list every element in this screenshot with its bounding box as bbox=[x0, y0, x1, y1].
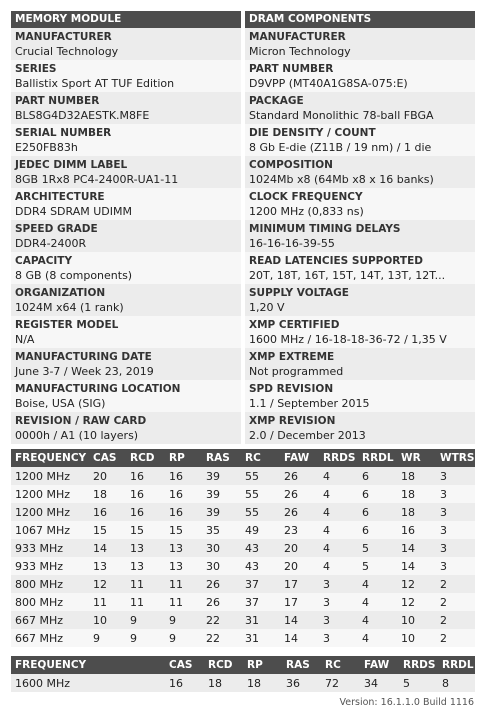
table-cell: 26 bbox=[202, 575, 241, 593]
table-cell: 20 bbox=[280, 539, 319, 557]
field-label: SPD REVISION bbox=[249, 383, 334, 395]
timing-col-rcd: RCD bbox=[126, 449, 165, 467]
table-cell: 4 bbox=[319, 485, 358, 503]
xmp-col-rc: RC bbox=[321, 656, 360, 674]
table-cell: 15 bbox=[126, 521, 165, 539]
table-cell: 800 MHz bbox=[11, 575, 89, 593]
table-cell: 31 bbox=[241, 629, 280, 647]
table-cell: 9 bbox=[126, 629, 165, 647]
xmp-col-faw: FAW bbox=[360, 656, 399, 674]
dram-field-xmp-extreme bbox=[245, 348, 475, 380]
field-label: SERIAL NUMBER bbox=[15, 127, 112, 139]
info-section bbox=[11, 11, 475, 444]
table-cell: 1200 MHz bbox=[11, 485, 89, 503]
table-cell: 4 bbox=[319, 467, 358, 485]
table-cell: 37 bbox=[241, 575, 280, 593]
field-label: JEDEC DIMM LABEL bbox=[15, 159, 128, 171]
field-value: Boise, USA (SIG) bbox=[15, 397, 106, 410]
field-label: MANUFACTURING LOCATION bbox=[15, 383, 181, 395]
table-cell: 18 bbox=[243, 674, 282, 692]
table-cell bbox=[126, 674, 165, 692]
field-value: 1024M x64 (1 rank) bbox=[15, 301, 124, 314]
memory-module-panel bbox=[11, 11, 241, 444]
table-row bbox=[11, 575, 475, 593]
dram-field-spd-revision bbox=[245, 380, 475, 412]
table-cell: 16 bbox=[126, 485, 165, 503]
table-cell: 55 bbox=[241, 503, 280, 521]
field-value: 1024Mb x8 (64Mb x8 x 16 banks) bbox=[249, 173, 434, 186]
table-cell: 11 bbox=[89, 593, 126, 611]
table-cell: 14 bbox=[397, 557, 436, 575]
field-label: READ LATENCIES SUPPORTED bbox=[249, 255, 423, 267]
table-cell: 1600 MHz bbox=[11, 674, 126, 692]
memory-module-field-part-number bbox=[11, 92, 241, 124]
table-cell: 6 bbox=[358, 467, 397, 485]
table-cell: 6 bbox=[358, 521, 397, 539]
table-cell: 16 bbox=[165, 674, 204, 692]
table-cell: 13 bbox=[126, 539, 165, 557]
table-cell: 5 bbox=[399, 674, 438, 692]
table-cell: 13 bbox=[165, 539, 202, 557]
table-cell: 35 bbox=[202, 521, 241, 539]
table-row bbox=[11, 485, 475, 503]
table-cell: 14 bbox=[280, 611, 319, 629]
field-value: 16-16-16-39-55 bbox=[249, 237, 335, 250]
memory-module-field-series bbox=[11, 60, 241, 92]
table-cell: 37 bbox=[241, 593, 280, 611]
field-label: SERIES bbox=[15, 63, 57, 75]
table-cell: 2 bbox=[436, 575, 475, 593]
table-cell: 3 bbox=[319, 593, 358, 611]
field-value: 20T, 18T, 16T, 15T, 14T, 13T, 12T... bbox=[249, 269, 446, 282]
table-cell: 72 bbox=[321, 674, 360, 692]
field-value: Micron Technology bbox=[249, 45, 351, 58]
table-cell: 9 bbox=[126, 611, 165, 629]
field-value: 1,20 V bbox=[249, 301, 285, 314]
dram-field-package bbox=[245, 92, 475, 124]
dram-field-minimum-timing-delays bbox=[245, 220, 475, 252]
table-row bbox=[11, 629, 475, 647]
field-value: Ballistix Sport AT TUF Edition bbox=[15, 77, 175, 90]
dram-field-manufacturer bbox=[245, 28, 475, 60]
table-cell: 30 bbox=[202, 539, 241, 557]
table-cell: 14 bbox=[89, 539, 126, 557]
memory-module-field-jedec-dimm-label bbox=[11, 156, 241, 188]
table-cell: 15 bbox=[165, 521, 202, 539]
dram-components-panel bbox=[245, 11, 475, 444]
table-row bbox=[11, 521, 475, 539]
table-cell: 18 bbox=[89, 485, 126, 503]
table-cell: 30 bbox=[202, 557, 241, 575]
table-cell: 39 bbox=[202, 485, 241, 503]
timing-col-faw: FAW bbox=[280, 449, 319, 467]
table-cell: 3 bbox=[319, 629, 358, 647]
memory-module-fields bbox=[11, 28, 241, 444]
table-cell: 23 bbox=[280, 521, 319, 539]
table-cell: 667 MHz bbox=[11, 611, 89, 629]
field-label: XMP REVISION bbox=[249, 415, 336, 427]
memory-module-field-serial-number bbox=[11, 124, 241, 156]
field-value: 1600 MHz / 16-18-18-36-72 / 1,35 V bbox=[249, 333, 447, 346]
table-cell: 10 bbox=[397, 611, 436, 629]
table-cell: 26 bbox=[280, 485, 319, 503]
memory-module-field-capacity bbox=[11, 252, 241, 284]
table-cell: 18 bbox=[204, 674, 243, 692]
table-cell: 667 MHz bbox=[11, 629, 89, 647]
field-value: DDR4-2400R bbox=[15, 237, 87, 250]
field-value: BLS8G4D32AESTK.M8FE bbox=[15, 109, 150, 122]
table-cell: 16 bbox=[165, 467, 202, 485]
table-cell: 3 bbox=[436, 557, 475, 575]
field-value: E250FB83h bbox=[15, 141, 78, 154]
table-cell: 2 bbox=[436, 629, 475, 647]
table-cell: 4 bbox=[358, 611, 397, 629]
timing-col-rrdl: RRDL bbox=[358, 449, 397, 467]
spd-report bbox=[11, 11, 475, 692]
table-cell: 4 bbox=[358, 593, 397, 611]
field-value: 0000h / A1 (10 layers) bbox=[15, 429, 139, 442]
field-label: COMPOSITION bbox=[249, 159, 333, 171]
xmp-col-rrdl: RRDL bbox=[438, 656, 475, 674]
table-cell: 26 bbox=[202, 593, 241, 611]
table-cell: 11 bbox=[165, 575, 202, 593]
field-label: PART NUMBER bbox=[249, 63, 334, 75]
table-cell: 9 bbox=[165, 611, 202, 629]
table-cell: 39 bbox=[202, 503, 241, 521]
table-cell: 18 bbox=[397, 485, 436, 503]
field-label: SUPPLY VOLTAGE bbox=[249, 287, 349, 299]
table-cell: 39 bbox=[202, 467, 241, 485]
table-cell: 4 bbox=[319, 557, 358, 575]
memory-module-field-manufacturing-date bbox=[11, 348, 241, 380]
table-cell: 8 bbox=[438, 674, 475, 692]
table-cell: 36 bbox=[282, 674, 321, 692]
table-cell: 5 bbox=[358, 539, 397, 557]
table-cell: 16 bbox=[126, 467, 165, 485]
table-row bbox=[11, 674, 475, 692]
table-cell: 1200 MHz bbox=[11, 503, 89, 521]
xmp-col-cas: CAS bbox=[165, 656, 204, 674]
memory-module-field-organization bbox=[11, 284, 241, 316]
field-value: 1.1 / September 2015 bbox=[249, 397, 370, 410]
field-value: 8GB 1Rx8 PC4-2400R-UA1-11 bbox=[15, 173, 179, 186]
table-cell: 31 bbox=[241, 611, 280, 629]
table-cell: 10 bbox=[397, 629, 436, 647]
timing-table-header bbox=[11, 449, 475, 467]
field-label: ARCHITECTURE bbox=[15, 191, 105, 203]
memory-module-field-revision-raw-card bbox=[11, 412, 241, 444]
field-label: ORGANIZATION bbox=[15, 287, 106, 299]
table-cell: 55 bbox=[241, 467, 280, 485]
xmp-table-body bbox=[11, 674, 475, 692]
field-label: CAPACITY bbox=[15, 255, 73, 267]
field-value: N/A bbox=[15, 333, 35, 346]
table-cell: 3 bbox=[436, 539, 475, 557]
field-value: 1200 MHz (0,833 ns) bbox=[249, 205, 364, 218]
table-cell: 16 bbox=[165, 503, 202, 521]
dram-components-fields bbox=[245, 28, 475, 444]
field-label: PART NUMBER bbox=[15, 95, 100, 107]
table-cell: 20 bbox=[89, 467, 126, 485]
table-cell: 3 bbox=[436, 485, 475, 503]
field-value: 2.0 / December 2013 bbox=[249, 429, 366, 442]
table-cell: 17 bbox=[280, 593, 319, 611]
table-cell: 6 bbox=[358, 485, 397, 503]
table-cell: 3 bbox=[319, 611, 358, 629]
table-cell: 800 MHz bbox=[11, 593, 89, 611]
table-cell: 3 bbox=[319, 575, 358, 593]
table-cell: 933 MHz bbox=[11, 557, 89, 575]
timing-col-ras: RAS bbox=[202, 449, 241, 467]
table-cell: 22 bbox=[202, 611, 241, 629]
table-row bbox=[11, 467, 475, 485]
table-cell: 49 bbox=[241, 521, 280, 539]
table-cell: 1200 MHz bbox=[11, 467, 89, 485]
table-cell: 12 bbox=[397, 575, 436, 593]
table-cell: 12 bbox=[89, 575, 126, 593]
table-cell: 15 bbox=[89, 521, 126, 539]
table-cell: 4 bbox=[319, 503, 358, 521]
table-cell: 5 bbox=[358, 557, 397, 575]
table-cell: 55 bbox=[241, 485, 280, 503]
field-label: DIE DENSITY / COUNT bbox=[249, 127, 376, 139]
table-cell: 11 bbox=[126, 575, 165, 593]
field-value: DDR4 SDRAM UDIMM bbox=[15, 205, 132, 218]
timing-col-cas: CAS bbox=[89, 449, 126, 467]
dram-components-header: DRAM COMPONENTS bbox=[245, 11, 475, 28]
timing-col-rc: RC bbox=[241, 449, 280, 467]
dram-field-die-density-count bbox=[245, 124, 475, 156]
table-cell: 26 bbox=[280, 467, 319, 485]
xmp-col-rcd: RCD bbox=[204, 656, 243, 674]
table-cell: 43 bbox=[241, 557, 280, 575]
table-cell: 4 bbox=[358, 575, 397, 593]
table-cell: 16 bbox=[165, 485, 202, 503]
field-label: MINIMUM TIMING DELAYS bbox=[249, 223, 401, 235]
memory-module-field-speed-grade bbox=[11, 220, 241, 252]
field-label: XMP EXTREME bbox=[249, 351, 335, 363]
table-row bbox=[11, 539, 475, 557]
table-cell: 3 bbox=[436, 503, 475, 521]
field-label: MANUFACTURER bbox=[15, 31, 112, 43]
table-cell: 6 bbox=[358, 503, 397, 521]
table-cell: 9 bbox=[165, 629, 202, 647]
dram-field-read-latencies-supported bbox=[245, 252, 475, 284]
table-cell: 43 bbox=[241, 539, 280, 557]
table-cell: 11 bbox=[126, 593, 165, 611]
field-label: MANUFACTURER bbox=[249, 31, 346, 43]
xmp-table-header bbox=[11, 656, 475, 674]
dram-field-clock-frequency bbox=[245, 188, 475, 220]
table-cell: 10 bbox=[89, 611, 126, 629]
timing-table bbox=[11, 449, 475, 647]
table-cell: 20 bbox=[280, 557, 319, 575]
field-label: MANUFACTURING DATE bbox=[15, 351, 152, 363]
memory-module-header: MEMORY MODULE bbox=[11, 11, 241, 28]
field-label: REVISION / RAW CARD bbox=[15, 415, 147, 427]
xmp-col-frequency: FREQUENCY bbox=[11, 656, 126, 674]
table-cell: 14 bbox=[397, 539, 436, 557]
table-cell: 9 bbox=[89, 629, 126, 647]
table-cell: 13 bbox=[165, 557, 202, 575]
table-cell: 34 bbox=[360, 674, 399, 692]
timing-col-rrds: RRDS bbox=[319, 449, 358, 467]
xmp-timing-table bbox=[11, 656, 475, 692]
table-cell: 16 bbox=[89, 503, 126, 521]
field-value: Not programmed bbox=[249, 365, 344, 378]
field-value: 8 Gb E-die (Z11B / 19 nm) / 1 die bbox=[249, 141, 432, 154]
timing-col-rp: RP bbox=[165, 449, 202, 467]
field-label: SPEED GRADE bbox=[15, 223, 98, 235]
xmp-col-rrds: RRDS bbox=[399, 656, 438, 674]
memory-module-field-manufacturer bbox=[11, 28, 241, 60]
memory-module-field-register-model bbox=[11, 316, 241, 348]
version-label: Version: 16.1.1.0 Build 1116 bbox=[339, 697, 474, 708]
field-value: D9VPP (MT40A1G8SA-075:E) bbox=[249, 77, 408, 90]
table-cell: 1067 MHz bbox=[11, 521, 89, 539]
table-row bbox=[11, 557, 475, 575]
table-cell: 933 MHz bbox=[11, 539, 89, 557]
memory-module-field-manufacturing-location bbox=[11, 380, 241, 412]
table-cell: 2 bbox=[436, 611, 475, 629]
table-cell: 3 bbox=[436, 467, 475, 485]
table-cell: 11 bbox=[165, 593, 202, 611]
field-label: REGISTER MODEL bbox=[15, 319, 119, 331]
memory-module-field-architecture bbox=[11, 188, 241, 220]
table-cell: 4 bbox=[319, 521, 358, 539]
table-cell: 13 bbox=[89, 557, 126, 575]
table-cell: 14 bbox=[280, 629, 319, 647]
table-cell: 22 bbox=[202, 629, 241, 647]
table-row bbox=[11, 593, 475, 611]
table-cell: 3 bbox=[436, 521, 475, 539]
table-cell: 26 bbox=[280, 503, 319, 521]
table-cell: 4 bbox=[319, 539, 358, 557]
field-value: Crucial Technology bbox=[15, 45, 119, 58]
table-cell: 17 bbox=[280, 575, 319, 593]
table-cell: 2 bbox=[436, 593, 475, 611]
xmp-col-ras: RAS bbox=[282, 656, 321, 674]
timing-col-wtrs: WTRS bbox=[436, 449, 475, 467]
table-cell: 16 bbox=[397, 521, 436, 539]
table-cell: 18 bbox=[397, 503, 436, 521]
table-cell: 12 bbox=[397, 593, 436, 611]
field-label: CLOCK FREQUENCY bbox=[249, 191, 363, 203]
dram-field-supply-voltage bbox=[245, 284, 475, 316]
table-cell: 18 bbox=[397, 467, 436, 485]
xmp-col-rp: RP bbox=[243, 656, 282, 674]
timing-col-wr: WR bbox=[397, 449, 436, 467]
field-label: PACKAGE bbox=[249, 95, 304, 107]
table-cell: 13 bbox=[126, 557, 165, 575]
field-value: 8 GB (8 components) bbox=[15, 269, 133, 282]
table-row bbox=[11, 503, 475, 521]
table-row bbox=[11, 611, 475, 629]
timing-table-body bbox=[11, 467, 475, 647]
table-cell: 4 bbox=[358, 629, 397, 647]
dram-field-xmp-revision bbox=[245, 412, 475, 444]
field-value: Standard Monolithic 78-ball FBGA bbox=[249, 109, 434, 122]
dram-field-xmp-certified bbox=[245, 316, 475, 348]
field-label: XMP CERTIFIED bbox=[249, 319, 340, 331]
xmp-col-blank bbox=[126, 656, 165, 674]
field-value: June 3-7 / Week 23, 2019 bbox=[15, 365, 154, 378]
timing-col-frequency: FREQUENCY bbox=[11, 449, 89, 467]
dram-field-part-number bbox=[245, 60, 475, 92]
dram-field-composition bbox=[245, 156, 475, 188]
table-cell: 16 bbox=[126, 503, 165, 521]
